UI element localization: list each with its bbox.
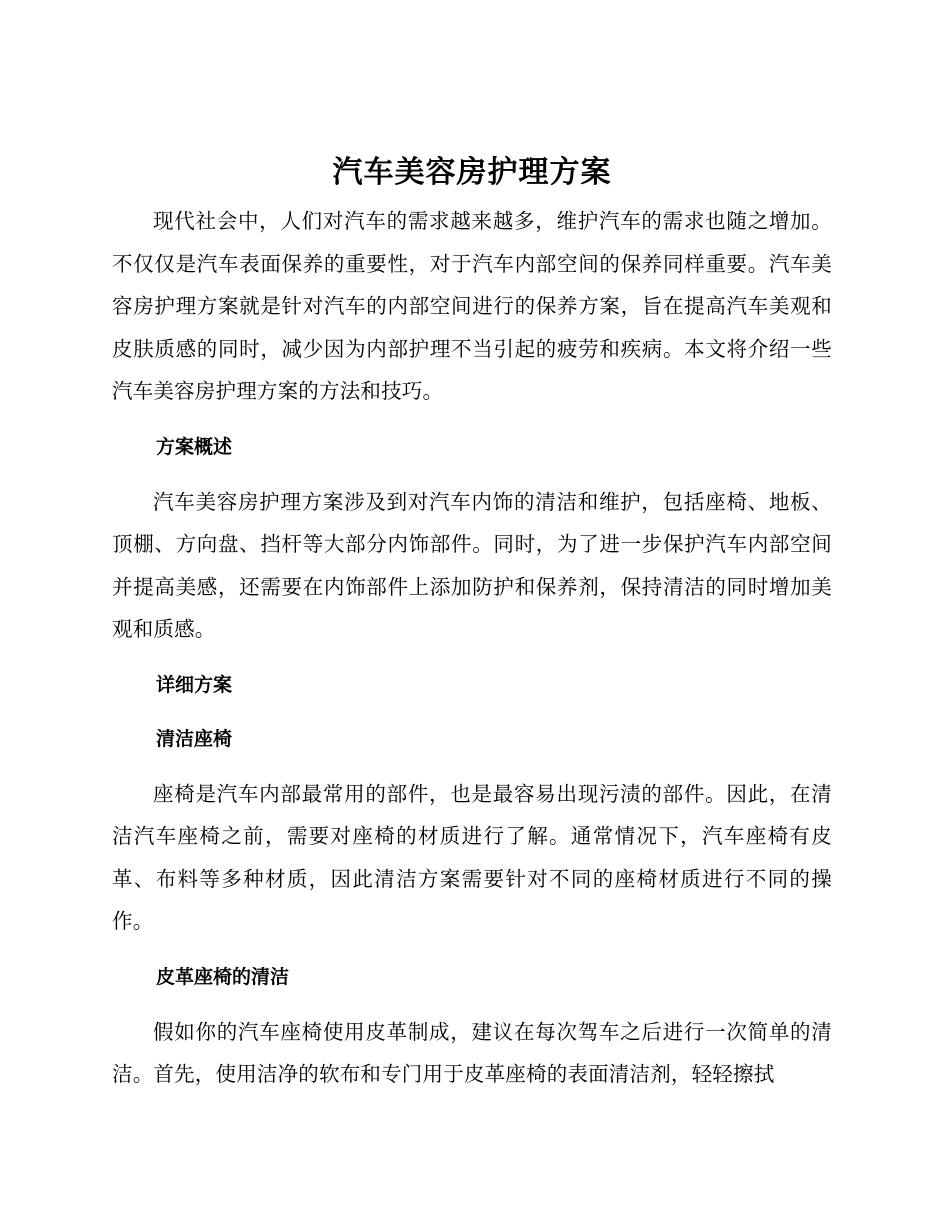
overview-paragraph: 汽车美容房护理方案涉及到对汽车内饰的清洁和维护，包括座椅、地板、顶棚、方向盘、挡杆等大部分内饰部件。同时，为了进一步保护汽车内部空间并提高美感，还需要在内饰部件上添加防护和保养剂，保持清洁的同时增加美观和质感。: [112, 489, 832, 641]
leather-seat-paragraph: 假如你的汽车座椅使用皮革制成，建议在每次驾车之后进行一次简单的清洁。首先，使用洁净的软布和专门用于皮革座椅的表面清洁剂，轻轻擦拭: [112, 1019, 832, 1086]
spacer: [112, 753, 832, 773]
section-heading-details: 详细方案: [156, 673, 233, 696]
intro-paragraph: 现代社会中，人们对汽车的需求越来越多，维护汽车的需求也随之增加。不仅仅是汽车表面保养的重要性，对于汽车内部空间的保养同样重要。汽车美容房护理方案就是针对汽车的内部空间进行的保养方案，旨在提高汽车美观和皮肤质感的同时，减少因为内部护理不当引起的疲劳和疾病。本文将介绍一些汽车美容房护理方案的方法和技巧。: [112, 209, 832, 403]
document-page: [112, 150, 832, 1096]
spacer: [112, 461, 832, 481]
section-heading-seat-cleaning: 清洁座椅: [156, 727, 233, 750]
section-heading-overview: 方案概述: [156, 435, 233, 458]
spacer: [112, 699, 832, 725]
spacer: [112, 651, 832, 671]
seat-cleaning-paragraph: 座椅是汽车内部最常用的部件，也是最容易出现污渍的部件。因此，在清洁汽车座椅之前，需要对座椅的材质进行了解。通常情况下，汽车座椅有皮革、布料等多种材质，因此清洁方案需要针对不同的座椅材质进行不同的操作。: [112, 781, 832, 933]
document-title: 汽车美容房护理方案: [332, 155, 612, 190]
section-heading-leather-seat: 皮革座椅的清洁: [156, 965, 290, 988]
spacer: [112, 991, 832, 1011]
spacer: [112, 943, 832, 963]
spacer: [112, 413, 832, 433]
